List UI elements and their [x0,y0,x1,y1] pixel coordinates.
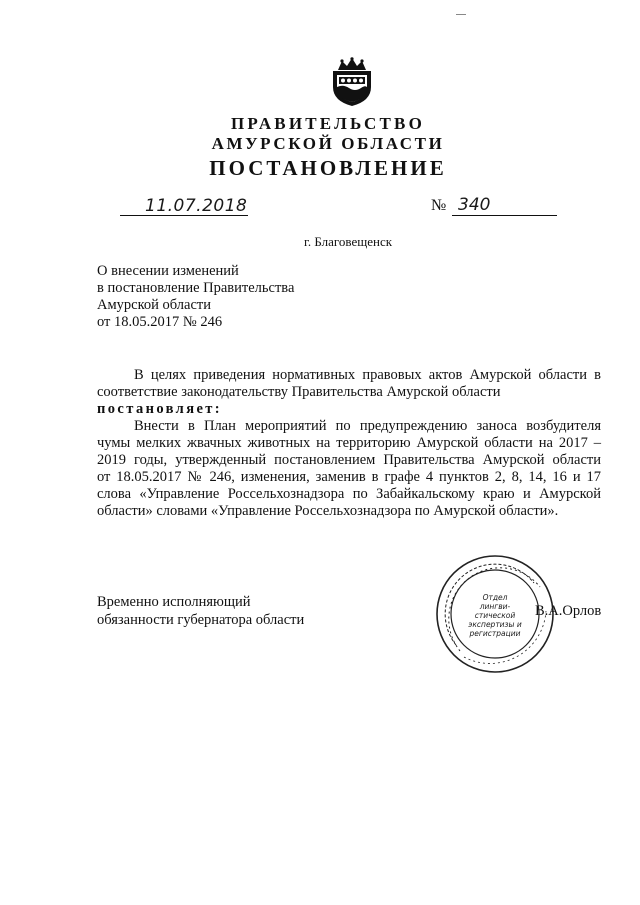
number-label: № [431,197,447,214]
city-label: г. Благовещенск [303,234,393,249]
stamp-inner-line: стической [474,611,516,620]
subject-block [97,263,294,331]
signer-title-line: обязанности губернатора области [97,612,305,628]
subject-line: от 18.05.2017 № 246 [97,314,223,330]
coat-of-arms-icon [329,57,375,107]
item-line: 2019 годы, утвержденный постановлением Правительства Амурской области [97,452,601,468]
stamp-inner-line: Отдел [482,593,508,602]
document-type-title: ПОСТАНОВЛЕНИЕ [209,156,447,180]
resolution-body [97,367,601,520]
item-line: чумы мелких жвачных животных на территорию Амурской области на 2017 – [97,435,601,451]
number-underline [452,215,557,216]
subject-line: Амурской области [97,297,211,313]
item-line: слова «Управление Россельхознадзора по Забайкальскому краю и Амурской [97,486,601,502]
document-number: 340 [458,195,491,215]
preamble-line: В целях приведения нормативных правовых актов Амурской области в [134,367,601,383]
item-line: области» словами «Управление Россельхознадзора по Амурской области». [97,503,559,519]
signer-title-line: Временно исполняющий [97,594,251,610]
preamble-line: соответствие законодательству Правительства Амурской области [97,384,501,400]
stamp-inner-line: экспертизы и [468,620,522,629]
subject-line: О внесении изменений [97,263,239,279]
item-line: Внести в План мероприятий по предупреждению заноса возбудителя [134,418,601,434]
document-date: 11.07.2018 [145,196,248,216]
resolves-keyword: постановляет: [97,401,223,417]
header-region: АМУРСКОЙ ОБЛАСТИ [211,134,445,153]
subject-line: в постановление Правительства [97,280,295,296]
stamp-inner-line: регистрации [469,629,521,638]
header-government: ПРАВИТЕЛЬСТВО [231,114,425,133]
item-line: от 18.05.2017 № 246, изменения, заменив в графе 4 пунктов 2, 8, 14, 16 и 17 [97,469,601,485]
signer-block [97,593,304,629]
scan-mark [456,14,466,21]
stamp-inner-line: лингви- [479,602,511,611]
signer-name: В.А.Орлов [535,603,602,619]
